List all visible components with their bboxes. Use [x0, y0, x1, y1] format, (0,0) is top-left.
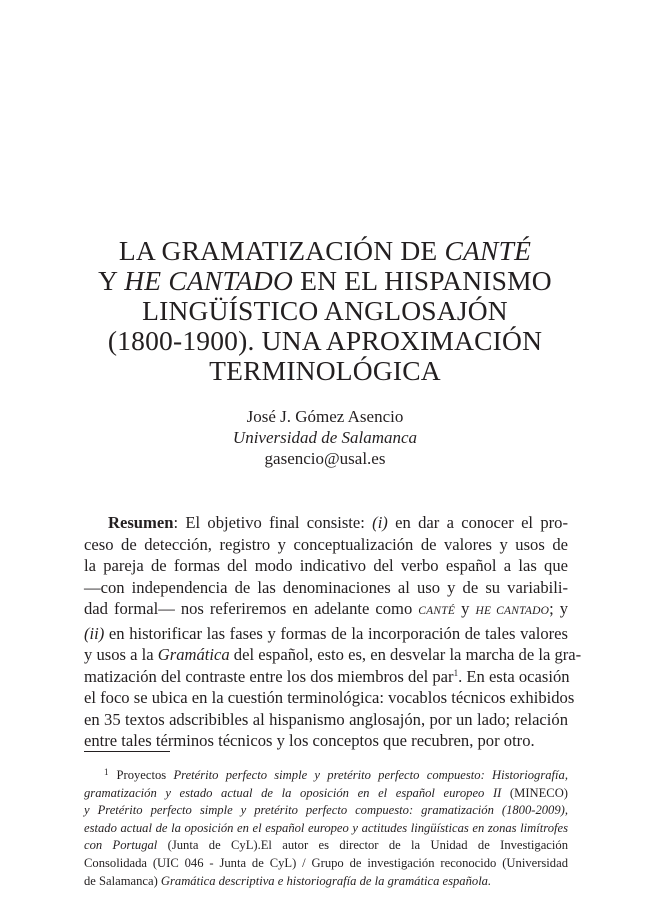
abstract-line: y usos a la Gramática del español, esto es, en desvelar la marcha de la gra-: [84, 645, 582, 664]
title-line: Y HE CANTADO EN EL HISPANISMO: [98, 265, 552, 296]
abstract-line: entre tales términos técnicos y los conceptos que recubren, por otro.: [84, 731, 535, 750]
title-line: LINGÜÍSTICO ANGLOSAJÓN: [142, 295, 508, 326]
footnote-line: estado actual de la oposición en el español europeo y actitudes lingüísticas en zonas limítrofes: [84, 820, 568, 835]
abstract-line: Resumen: El objetivo final consiste: (i) en dar a conocer el pro-: [108, 513, 568, 532]
footnote: [84, 764, 568, 890]
abstract-label: Resumen: [108, 513, 174, 532]
footnote-separator: [84, 751, 170, 752]
footnote-line: $^1$ Proyectos Pretérito perfecto simple y pretérito perfecto compuesto: Historiografía,: [104, 767, 568, 782]
author-block: [0, 406, 650, 469]
abstract-line: el foco se ubica en la cuestión terminológica: vocablos técnicos exhibidos: [84, 688, 575, 707]
abstract: [84, 512, 582, 752]
title-line: (1800-1900). UNA APROXIMACIÓN: [107, 325, 543, 356]
footnote-mark: 1: [104, 767, 109, 777]
abstract-line: —con independencia de las denominaciones al uso y de su variabili-: [84, 577, 568, 597]
footnote-line: gramatización y estado actual de la oposición en el español europeo II (MINECO): [84, 785, 568, 800]
author-name: José J. Gómez Asencio: [246, 407, 404, 426]
title-line: TERMINOLÓGICA: [209, 355, 441, 386]
footnote-line: de Salamanca) Gramática descriptiva e historiografía de la gramática española.: [84, 873, 492, 888]
article-title: [0, 236, 650, 386]
abstract-line: dad formal— nos referiremos en adelante como CANTÉ y HE CANTADO; y: [84, 599, 569, 618]
title-line: LA GRAMATIZACIÓN DE CANTÉ: [118, 235, 532, 266]
footnote-line: con Portugal (Junta de CyL).El autor es director de la Unidad de Investigación: [84, 838, 568, 853]
abstract-line: matización del contraste entre los dos miembros del par$^1$. En esta ocasión: [84, 666, 570, 686]
abstract-line: en 35 textos adscribibles al hispanismo anglosajón, por un lado; relación: [84, 709, 568, 729]
author-email[interactable]: gasencio@usal.es: [264, 449, 386, 468]
footnote-line: Consolidada (UIC 046 - Junta de CyL) / Grupo de investigación reconocido (Universidad: [84, 855, 568, 870]
abstract-line: la pareja de formas del modo indicativo del verbo español a las que: [84, 556, 568, 575]
abstract-line: ceso de detección, registro y conceptualización de valores y usos de: [84, 534, 568, 554]
abstract-line: (ii) en historificar las fases y formas de la incorporación de tales valores: [84, 623, 568, 643]
footnote-line: y Pretérito perfecto simple y pretérito perfecto compuesto: gramatización (1800-2009),: [84, 803, 568, 818]
author-affiliation: Universidad de Salamanca: [232, 428, 418, 447]
footnote-reference[interactable]: 1: [453, 667, 459, 678]
